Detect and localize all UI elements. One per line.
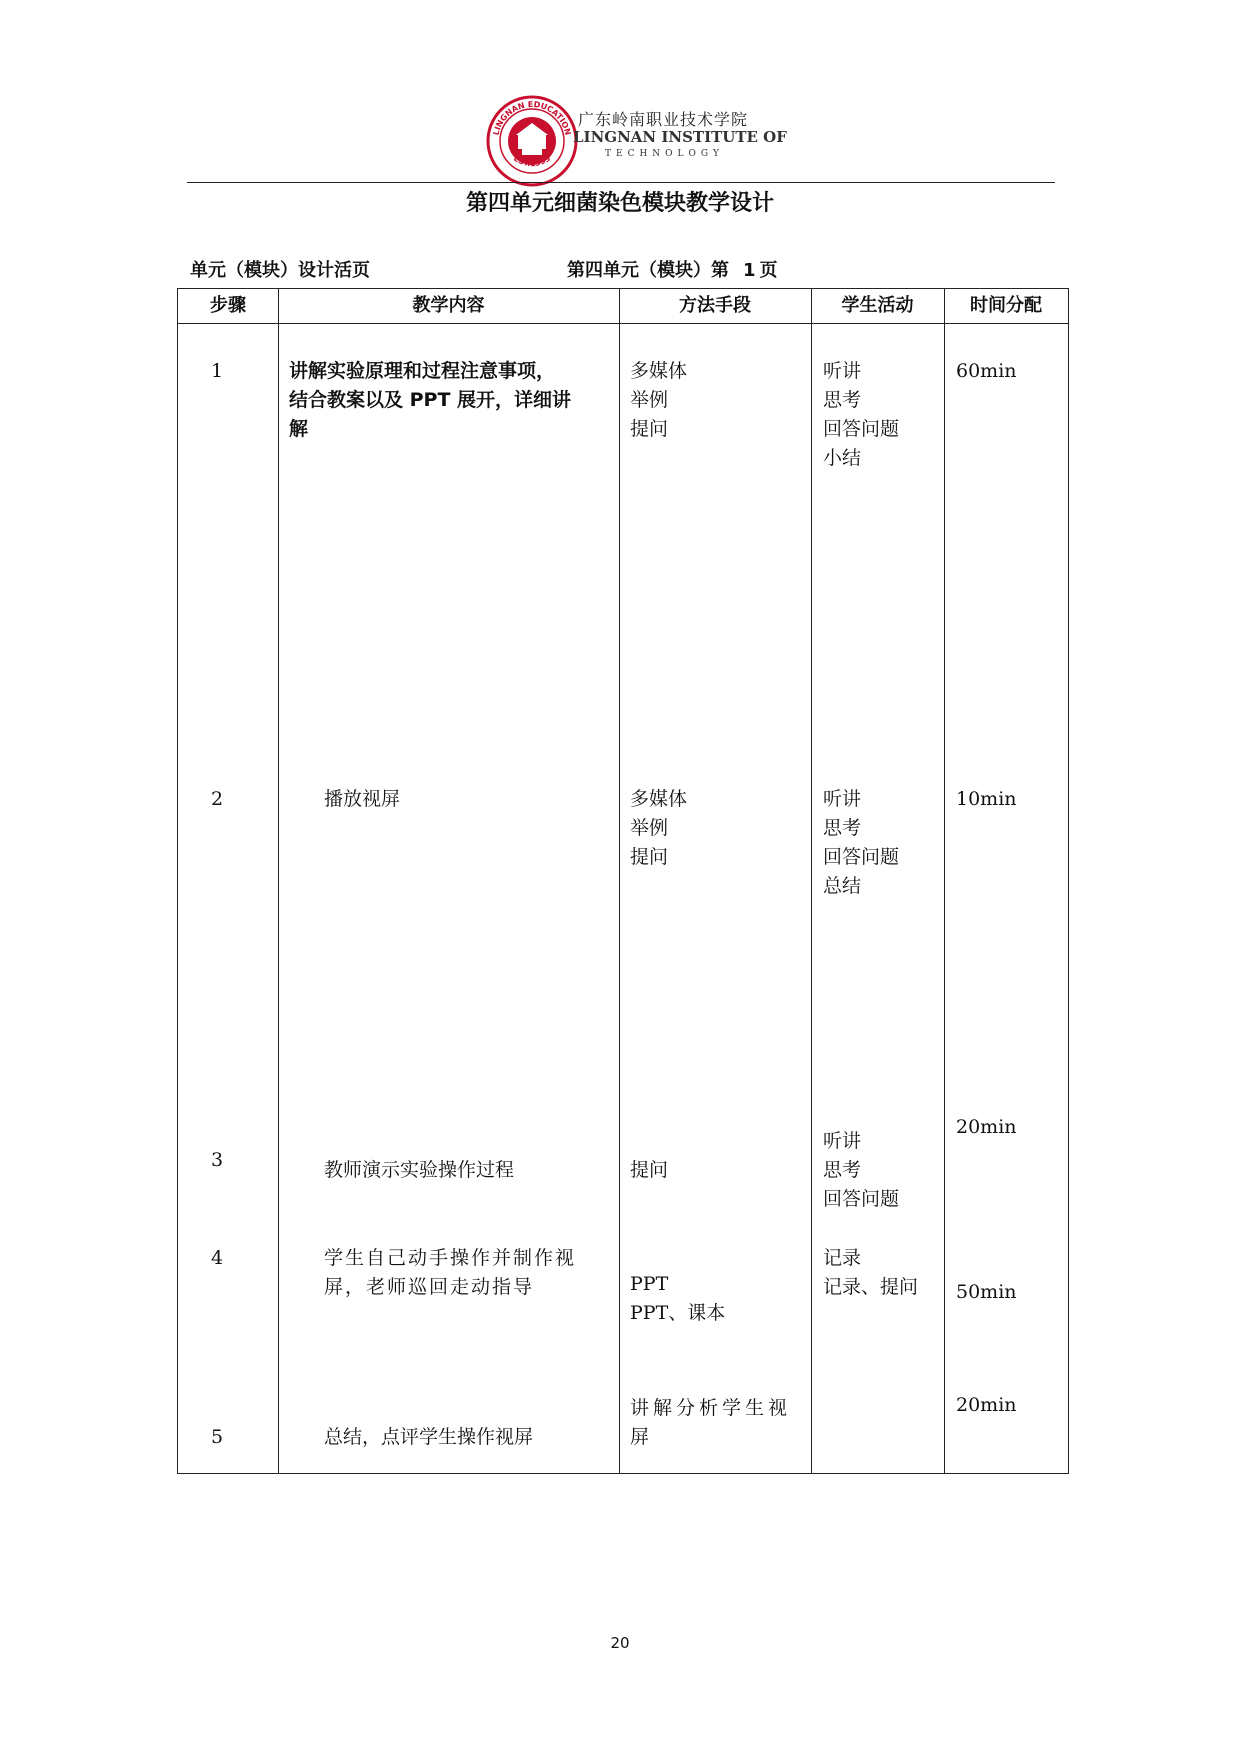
row3-method: 提问 bbox=[630, 1159, 669, 1181]
row4-step: 4 bbox=[211, 1247, 224, 1269]
unit-page-prefix: 第四单元（模块）第 bbox=[567, 260, 729, 281]
row4-activity: 记录 记录、提问 bbox=[823, 1247, 919, 1298]
row1-method: 多媒体 举例 提问 bbox=[630, 360, 688, 440]
row3-activity: 听讲 思考 回答问题 bbox=[823, 1130, 900, 1210]
unit-page-label bbox=[567, 256, 778, 282]
column-divider bbox=[278, 289, 279, 1473]
row2-step: 2 bbox=[211, 788, 224, 810]
row4-content: 学生自己动手操作并制作视 屏，老师巡回走动指导 bbox=[324, 1247, 577, 1298]
row1-activity: 听讲 思考 回答问题 小结 bbox=[823, 360, 900, 469]
row1-step: 1 bbox=[211, 360, 224, 382]
school-name-en: LINGNAN INSTITUTE OF bbox=[573, 128, 787, 146]
row5-content: 总结，点评学生操作视屏 bbox=[324, 1426, 534, 1448]
row2-time: 10min bbox=[956, 788, 1017, 810]
unit-design-label: 单元（模块）设计活页 bbox=[190, 260, 370, 281]
header-step: 步骤 bbox=[210, 295, 246, 316]
row2-content: 播放视屏 bbox=[324, 788, 401, 810]
row4-method: PPT PPT、课本 bbox=[630, 1273, 726, 1324]
unit-page-number: 1 bbox=[743, 260, 756, 281]
header-row-divider bbox=[178, 323, 1068, 324]
school-name-cn: 广东岭南职业技术学院 bbox=[578, 110, 749, 129]
header-activity: 学生活动 bbox=[841, 295, 914, 316]
row1-content: 讲解实验原理和过程注意事项， 结合教案以及 PPT 展开，详细讲 解 bbox=[289, 360, 572, 440]
school-logo bbox=[486, 95, 578, 187]
column-divider bbox=[619, 289, 620, 1473]
unit-page-suffix: 页 bbox=[759, 260, 778, 281]
header-time: 时间分配 bbox=[970, 295, 1042, 316]
teaching-design-table bbox=[177, 288, 1069, 1474]
row4-time: 50min bbox=[956, 1281, 1017, 1303]
row2-method: 多媒体 举例 提问 bbox=[630, 788, 688, 868]
row3-step: 3 bbox=[211, 1149, 224, 1171]
row5-method: 讲解分析学生视 屏 bbox=[630, 1397, 792, 1448]
row1-time: 60min bbox=[956, 360, 1017, 382]
row5-time: 20min bbox=[956, 1394, 1017, 1416]
header-divider bbox=[187, 182, 1055, 183]
column-divider bbox=[811, 289, 812, 1473]
header-method: 方法手段 bbox=[679, 295, 751, 316]
svg-text:LINGNAN EDUCATION: LINGNAN EDUCATION bbox=[491, 99, 573, 137]
page-number: 20 bbox=[610, 1634, 630, 1652]
row2-activity: 听讲 思考 回答问题 总结 bbox=[823, 788, 900, 897]
row5-step: 5 bbox=[211, 1426, 224, 1448]
svg-text:EST.1993: EST.1993 bbox=[511, 153, 553, 169]
row3-time: 20min bbox=[956, 1116, 1017, 1138]
column-divider bbox=[944, 289, 945, 1473]
header-content: 教学内容 bbox=[412, 295, 485, 316]
row3-content: 教师演示实验操作过程 bbox=[324, 1159, 515, 1181]
school-name-en-sub: TECHNOLOGY bbox=[605, 149, 724, 159]
document-title: 第四单元细菌染色模块教学设计 bbox=[465, 191, 774, 216]
